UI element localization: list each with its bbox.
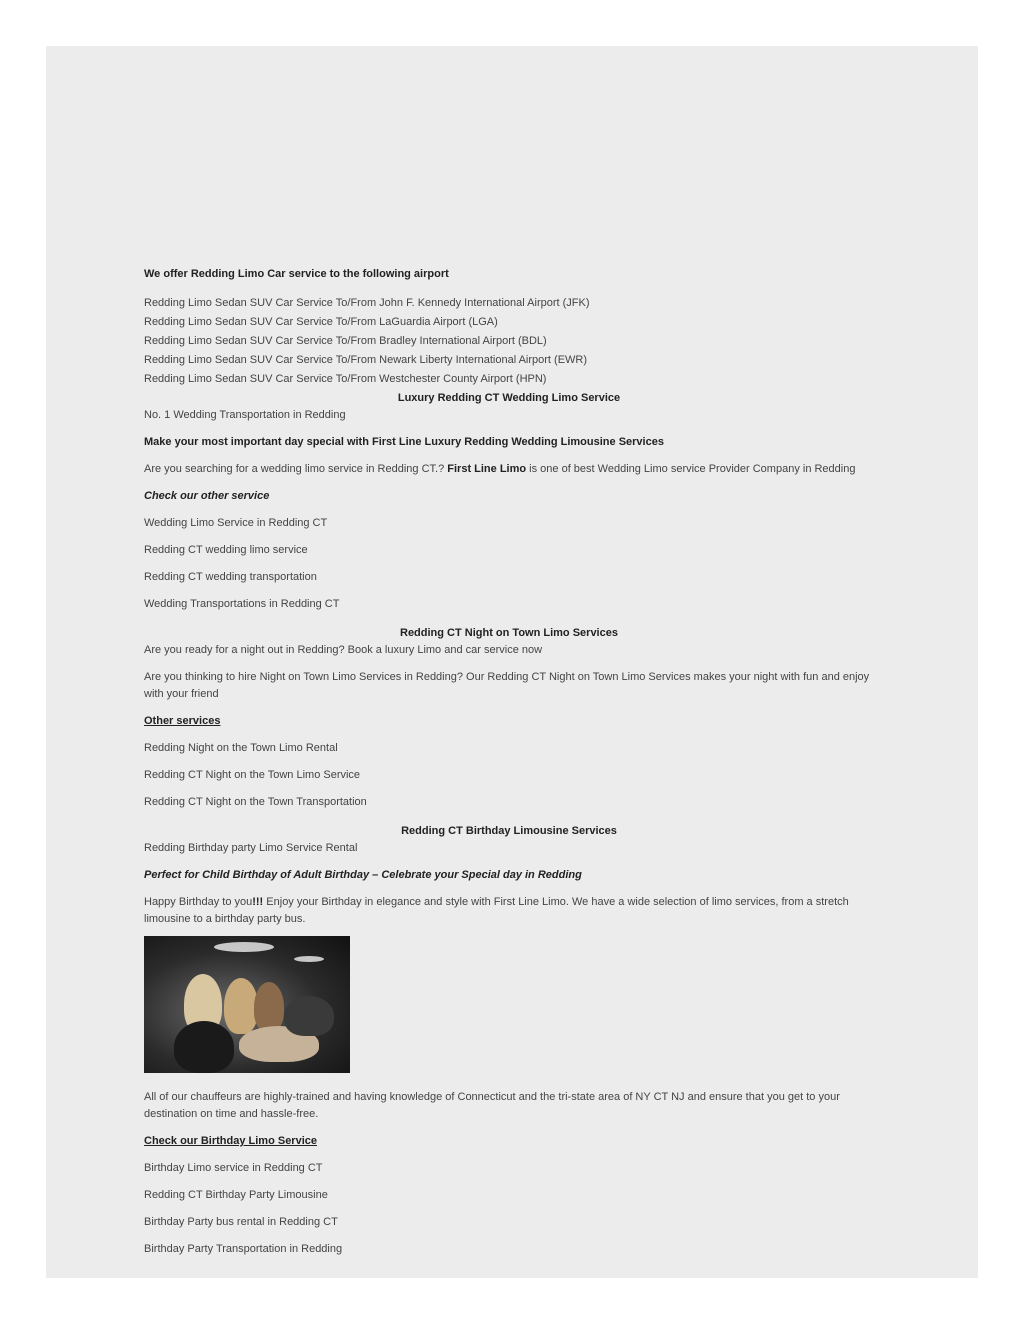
content (144, 266, 874, 1268)
night-link[interactable]: Redding Night on the Town Limo Rental (144, 742, 338, 754)
chauffeur-text: All of our chauffeurs are highly-trained and having knowledge of Connecticut and the tri-state area of NY CT NJ and ensure that you get to your destination on time and hassle-free. (144, 1091, 840, 1120)
airport-item: Redding Limo Sedan SUV Car Service To/From John F. Kennedy International Airport (JFK) (144, 297, 590, 309)
night-title: Redding CT Night on Town Limo Services (400, 627, 618, 639)
birthday-body-after: Enjoy your Birthday in elegance and style with First Line Limo. We have a wide selection of limo services, from a stretch limousine to a birthday party bus. (144, 896, 849, 925)
birthday-link[interactable]: Birthday Party Transportation in Redding (144, 1243, 343, 1255)
birthday-link[interactable]: Redding CT Birthday Party Limousine (144, 1189, 328, 1201)
wedding-link[interactable]: Redding CT wedding transportation (144, 571, 317, 583)
birthday-body-before: Happy Birthday to you (144, 896, 253, 908)
wedding-link[interactable]: Redding CT wedding limo service (144, 544, 308, 556)
brand-name: First Line Limo (447, 463, 527, 475)
birthday-check-heading[interactable]: Check our Birthday Limo Service (144, 1135, 317, 1147)
birthday-subtitle: Redding Birthday party Limo Service Rental (144, 842, 358, 854)
wedding-intro-after: is one of best Wedding Limo service Provider Company in Redding (526, 463, 856, 475)
wedding-headline: Make your most important day special with First Line Luxury Redding Wedding Limousine Services (144, 436, 664, 448)
night-link[interactable]: Redding CT Night on the Town Transportation (144, 796, 367, 808)
birthday-emphasis: !!! (252, 896, 264, 908)
airport-item: Redding Limo Sedan SUV Car Service To/From Westchester County Airport (HPN) (144, 373, 547, 385)
wedding-other-heading: Check our other service (144, 490, 270, 502)
birthday-tagline: Perfect for Child Birthday of Adult Birthday – Celebrate your Special day in Redding (144, 869, 582, 881)
airport-list (144, 295, 874, 388)
birthday-body (144, 894, 874, 928)
airport-item: Redding Limo Sedan SUV Car Service To/From Bradley International Airport (BDL) (144, 335, 547, 347)
birthday-link[interactable]: Birthday Party bus rental in Redding CT (144, 1216, 338, 1228)
wedding-title: Luxury Redding CT Wedding Limo Service (397, 392, 621, 404)
wedding-link[interactable]: Wedding Transportations in Redding CT (144, 598, 340, 610)
wedding-link[interactable]: Wedding Limo Service in Redding CT (144, 517, 328, 529)
birthday-party-photo (144, 936, 350, 1073)
night-subtitle: Are you ready for a night out in Redding? Book a luxury Limo and car service now (144, 644, 543, 656)
airport-item: Redding Limo Sedan SUV Car Service To/From LaGuardia Airport (LGA) (144, 316, 498, 328)
airport-item: Redding Limo Sedan SUV Car Service To/From Newark Liberty International Airport (EWR) (144, 354, 588, 366)
night-link[interactable]: Redding CT Night on the Town Limo Service (144, 769, 361, 781)
night-body: Are you thinking to hire Night on Town Limo Services in Redding? Our Redding CT Night on Town Limo Services makes your night with fun and enjoy with your friend (144, 671, 870, 700)
birthday-link[interactable]: Birthday Limo service in Redding CT (144, 1162, 323, 1174)
birthday-title: Redding CT Birthday Limousine Services (401, 825, 617, 837)
airport-heading: We offer Redding Limo Car service to the following airport (144, 268, 449, 280)
wedding-subtitle: No. 1 Wedding Transportation in Redding (144, 409, 346, 421)
night-other-heading[interactable]: Other services (144, 715, 221, 727)
wedding-intro-before: Are you searching for a wedding limo service in Redding CT.? (144, 463, 448, 475)
wedding-intro (144, 461, 874, 478)
page (46, 46, 978, 1278)
